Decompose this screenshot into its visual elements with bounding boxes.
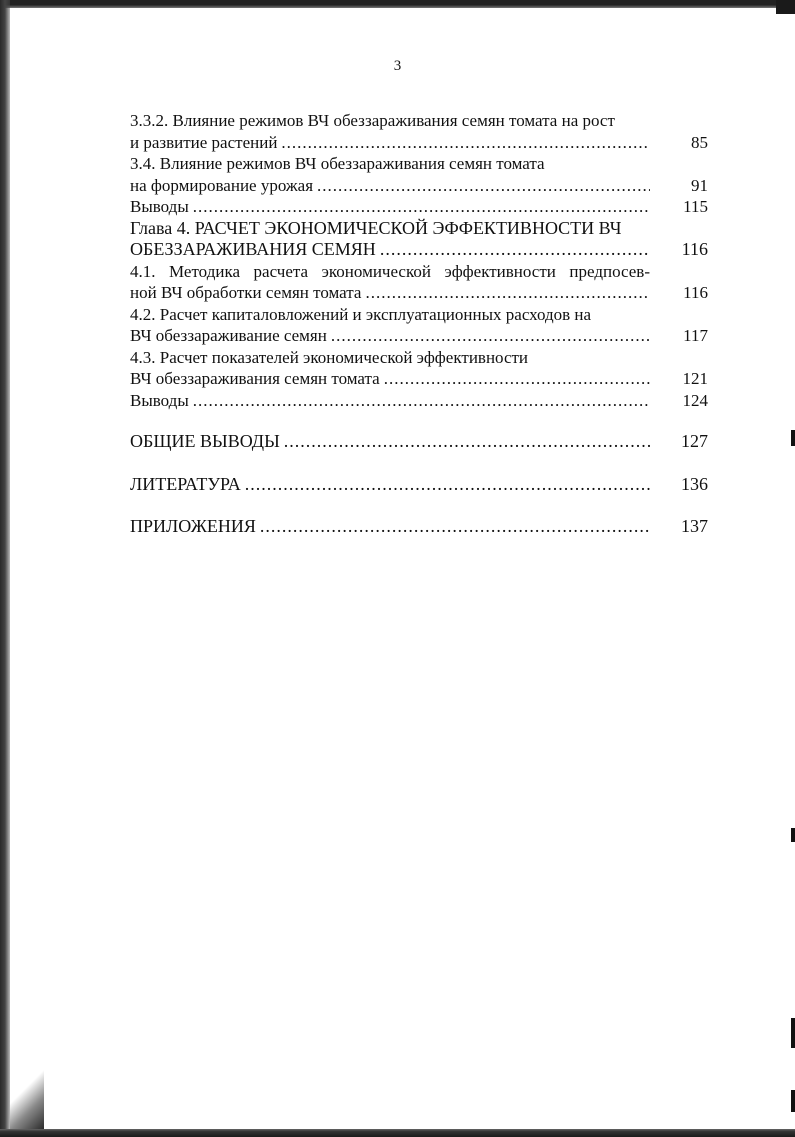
toc-page-number: 117: [683, 326, 708, 345]
scan-shadow-corner: [10, 1055, 44, 1129]
toc-page-number: 136: [681, 473, 708, 494]
toc-entry-title-line: 3.4. Влияние режимов ВЧ обеззараживания семян томата: [130, 154, 545, 173]
toc-section-appendices[interactable]: [130, 516, 710, 538]
dot-leader: [384, 368, 650, 390]
scan-edge-left: [0, 0, 10, 1137]
toc-entry-chapter[interactable]: [130, 218, 710, 261]
scan-mark: [791, 1018, 795, 1048]
spacer: [130, 411, 710, 431]
toc-page-number: 137: [681, 516, 708, 536]
toc-page-number: 91: [691, 175, 708, 195]
scan-mark: [791, 828, 795, 842]
toc-entry[interactable]: [130, 110, 710, 153]
toc-entry-title-line: 4.3. Расчет показателей экономической эффективности: [130, 347, 529, 367]
page-number: 3: [393, 58, 402, 74]
toc-page-number: 116: [681, 239, 708, 259]
toc-entry-title: Выводы: [130, 390, 189, 410]
toc-entry-title: Выводы: [130, 197, 189, 216]
scan-edge-top: [0, 0, 795, 8]
dot-leader: [317, 175, 650, 197]
scan-mark: [791, 430, 795, 446]
toc-entry-title: на формирование урожая: [130, 175, 314, 195]
toc-entry[interactable]: [130, 261, 710, 304]
scan-mark: [791, 1090, 795, 1112]
toc-entry-title: ВЧ обеззараживание семян: [130, 326, 327, 345]
toc-page-number: 124: [682, 390, 708, 410]
toc-entry[interactable]: [130, 347, 710, 390]
dot-leader: [284, 431, 650, 453]
toc-entry[interactable]: [130, 390, 710, 412]
dot-leader: [380, 239, 650, 261]
toc-entry-title-line: 3.3.2. Влияние режимов ВЧ обеззараживания семян томата на рост: [130, 111, 615, 130]
toc-entry-title: ной ВЧ обработки семян томата: [130, 283, 362, 302]
scan-edge-corner: [776, 0, 795, 14]
dot-leader: [193, 390, 650, 412]
dot-leader: [331, 325, 650, 347]
toc-page-number: 115: [683, 197, 708, 216]
toc-entry-title: ЛИТЕРАТУРА: [130, 473, 241, 494]
dot-leader: [245, 474, 650, 496]
dot-leader: [281, 132, 650, 154]
table-of-contents: [130, 110, 710, 538]
toc-entry-title: и развитие растений: [130, 132, 278, 152]
toc-entry-title-line: 4.2. Расчет капиталовложений и эксплуатационных расходов на: [130, 304, 592, 324]
scan-edge-bottom: [0, 1129, 795, 1137]
toc-entry-title: ПРИЛОЖЕНИЯ: [130, 516, 256, 536]
toc-section-literature[interactable]: [130, 474, 710, 496]
toc-entry[interactable]: [130, 196, 710, 218]
dot-leader: [365, 282, 650, 304]
toc-entry-title: ВЧ обеззараживания семян томата: [130, 369, 380, 388]
spacer: [130, 495, 710, 516]
dot-leader: [193, 196, 650, 218]
dot-leader: [260, 516, 650, 538]
toc-entry-title-line: Глава 4. РАСЧЕТ ЭКОНОМИЧЕСКОЙ ЭФФЕКТИВНОСТИ ВЧ: [130, 217, 622, 238]
toc-section-conclusions[interactable]: [130, 431, 710, 453]
toc-page-number: 121: [682, 369, 708, 388]
toc-entry-title: ОБЩИЕ ВЫВОДЫ: [130, 431, 280, 451]
toc-entry-title: ОБЕЗЗАРАЖИВАНИЯ СЕМЯН: [130, 239, 376, 259]
toc-entry[interactable]: [130, 304, 710, 347]
toc-entry-title-line: 4.1. Методика расчета экономической эффективности предпосев-: [130, 261, 650, 281]
spacer: [130, 453, 710, 474]
toc-page-number: 85: [691, 132, 708, 152]
toc-entry[interactable]: [130, 153, 710, 196]
toc-page-number: 127: [681, 431, 708, 451]
toc-page-number: 116: [683, 283, 708, 302]
